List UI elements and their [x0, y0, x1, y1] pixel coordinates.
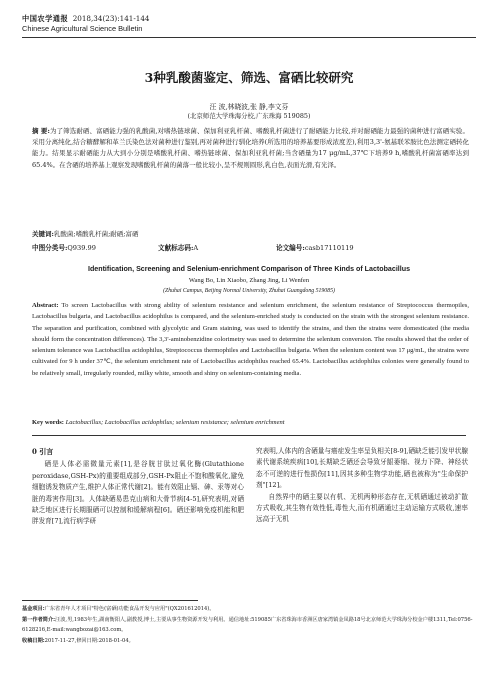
- doc-code-value: A: [193, 244, 199, 252]
- abstract-cn: [32, 126, 469, 171]
- journal-header: [22, 14, 149, 34]
- clc-value: Q939.99: [67, 244, 96, 252]
- intro-paragraph-1-cont: 究表明,人体内的含硒量与癌症发生率呈负相关[8-9],硒缺乏能引发甲状腺素代谢系统疾病[10],长期缺乏硒还会导致牙龈萎缩、视力下降、神经状态不可逆的进行性损伤[11],因其多种生物学功能,硒也被称为"生命保护剂"[12]。: [256, 447, 468, 490]
- journal-name-english: Chinese Agricultural Science Bulletin: [22, 24, 143, 33]
- paper-number-value: casb17110119: [304, 244, 354, 252]
- date-text: 2017-11-27,修回日期:2018-01-04。: [44, 637, 134, 644]
- english-authors: Wang Bo, Lin Xiaobo, Zhang Jing, Li Wenfen: [188, 277, 310, 284]
- paper-title: 3种乳酸菌鉴定、筛选、富硒比较研究: [144, 70, 354, 85]
- header-rule: [22, 37, 476, 38]
- keywords-en-text: Lactobacillus; Lactobacillus acidophilus; selenium resistance; selenium enrichment: [65, 419, 285, 426]
- footnotes: [22, 604, 476, 646]
- doc-code: [158, 242, 198, 252]
- journal-citation: 2018,34(23):141-144: [72, 14, 150, 23]
- footnote-rule: [22, 600, 198, 601]
- clc-label: 中图分类号:: [32, 244, 68, 252]
- abstract-cn-label: 摘 要:: [32, 127, 50, 135]
- clc-number: [32, 242, 96, 252]
- affiliation: (北京师范大学珠海分校,广东珠海 519085): [187, 112, 311, 120]
- intro-right-column: [256, 446, 468, 526]
- keywords-cn: [32, 229, 469, 238]
- keywords-en: [32, 419, 469, 426]
- abstract-cn-text: 为了筛选耐硒、富硒能力强的乳酸菌,对嗜热链球菌、保加利亚乳杆菌、嗜酸乳杆菌进行了耐硒能力比较,并对耐硒能力最强的菌种进行富硒实验。采用分离纯化,结合糖酵解和革兰氏染色法对菌种进行鉴别,再对菌种进行驯化培养(所选用的培养基要形成浓度差),利用3,3'-氨基联苯胺比色法测定硒转化能力。结果显示耐硒能力从大到小分别是嗜酸乳杆菌、嗜热链球菌、保加利亚乳杆菌;当含硒量为17 μg/mL,37℃下培养9 h,嗜酸乳杆菌富硒率达到65.4%。在含硒的培养基上观察发现嗜酸乳杆菌的菌落一般比较小,呈不规则圆形,乳白色,表面光滑,有光泽。: [32, 127, 469, 169]
- paper-number-label: 论文编号:: [276, 244, 305, 252]
- author-note: [22, 615, 476, 636]
- authors: 汪 波,林晓波,张 静,李文芬: [209, 103, 289, 111]
- date-note: [22, 636, 476, 647]
- author-note-label: 第一作者简介:: [22, 616, 56, 623]
- date-label: 收稿日期:: [22, 637, 45, 644]
- author-note-text: 汪波,男,1983年生,湖南衡阳人,副教授,博士,主要从事生物资源开发与利用。通信地址:519085广东省珠海市香洲区唐家湾镇金凤路18号北京师范大学珠海分校金户楼1311,Tel:0756-6128216,E-mail:wangbozai@163.com。: [22, 616, 473, 633]
- journal-name: 中国农学通报: [22, 14, 69, 23]
- intro-paragraph-2: 自然界中的硒主要以有机、无机两种形态存在,无机硒通过被动扩散方式吸收,其生物有效性低,毒性大,而有机硒通过主动运输方式吸收,速率远高于无机: [256, 492, 468, 524]
- abstract-en-label: Abstract:: [32, 302, 59, 309]
- fund-text: 广东省青年人才项目"特色(富硒)功能食品开发与应用"(QX201612014)。: [44, 606, 215, 612]
- intro-paragraph-1: 硒是人体必需微量元素[1],是谷胱甘肽过氧化酶(Glutathione peroxidase,GSH-Px)的重要组成部分,GSH-Px阻止不饱和酸氧化,避免细胞诱发物质产生,维护人体正常代谢[2]。能有效阻止镉、砷、汞等对心脏的毒害作用[3]。人体缺硒易患克山病和大骨节病[4-5],研究表明,对硒缺乏地区进行长期服硒可以控制和缓解病程[6]。硒还影响免疫机能和肥胖发育[7],流行病学研: [32, 460, 244, 526]
- english-title: Identification, Screening and Selenium-enrichment Comparison of Three Kinds of Lactobacillus: [87, 265, 411, 273]
- keywords-en-label: Key words:: [32, 419, 64, 426]
- keywords-cn-label: 关键词:: [32, 230, 54, 238]
- fund-label: 基金项目:: [22, 606, 45, 612]
- english-affiliation: (Zhuhai Campus, Beijing Normal University, Zhuhai Guangdong 519085): [163, 288, 335, 294]
- abstract-en: [32, 300, 469, 379]
- abstract-en-text: To screen Lactobacillus with strong ability of selenium resistance and selenium enrichment, the selenium resistance of Streptococcus thermopiles, Lactobacillus bulgaria, and Lactobacillus acidophilus is compared, and the selenium-enriched study is conducted on the strain with the strongest selenium resistance. The separation and purification, combined with glycolytic and Gram staining, was used to identify the strains, and then the strains were domesticated (the media should form the concentration differences). The 3,3'-aminobenzidine colorimetry was used to determine the selenium conversion. The results showed that the order of selenium tolerance was Lactobacillus acidophilus, Streptococcus thermophiles and Lactobacillus bulgaria. When the selenium content was 17 μg/mL, the strains were cultivated for 9 h under 37℃, the selenium enrichment rate of Lactobacillus acidophilus reached 65.4%. Lactobacillus acidophilus colonies were generally found to be relatively small, irregularly rounded, milky white, smooth and shiny on selenium-containing media.: [32, 302, 469, 377]
- paper-number: [276, 242, 354, 252]
- doc-code-label: 文献标志码:: [158, 244, 194, 252]
- intro-left-column: [32, 446, 244, 528]
- fund-note: [22, 604, 476, 615]
- intro-heading: 0 引言: [32, 447, 54, 456]
- keywords-cn-text: 乳酸菌;嗜酸乳杆菌;耐硒;富硒: [53, 230, 139, 238]
- abstract-rule: [32, 435, 466, 436]
